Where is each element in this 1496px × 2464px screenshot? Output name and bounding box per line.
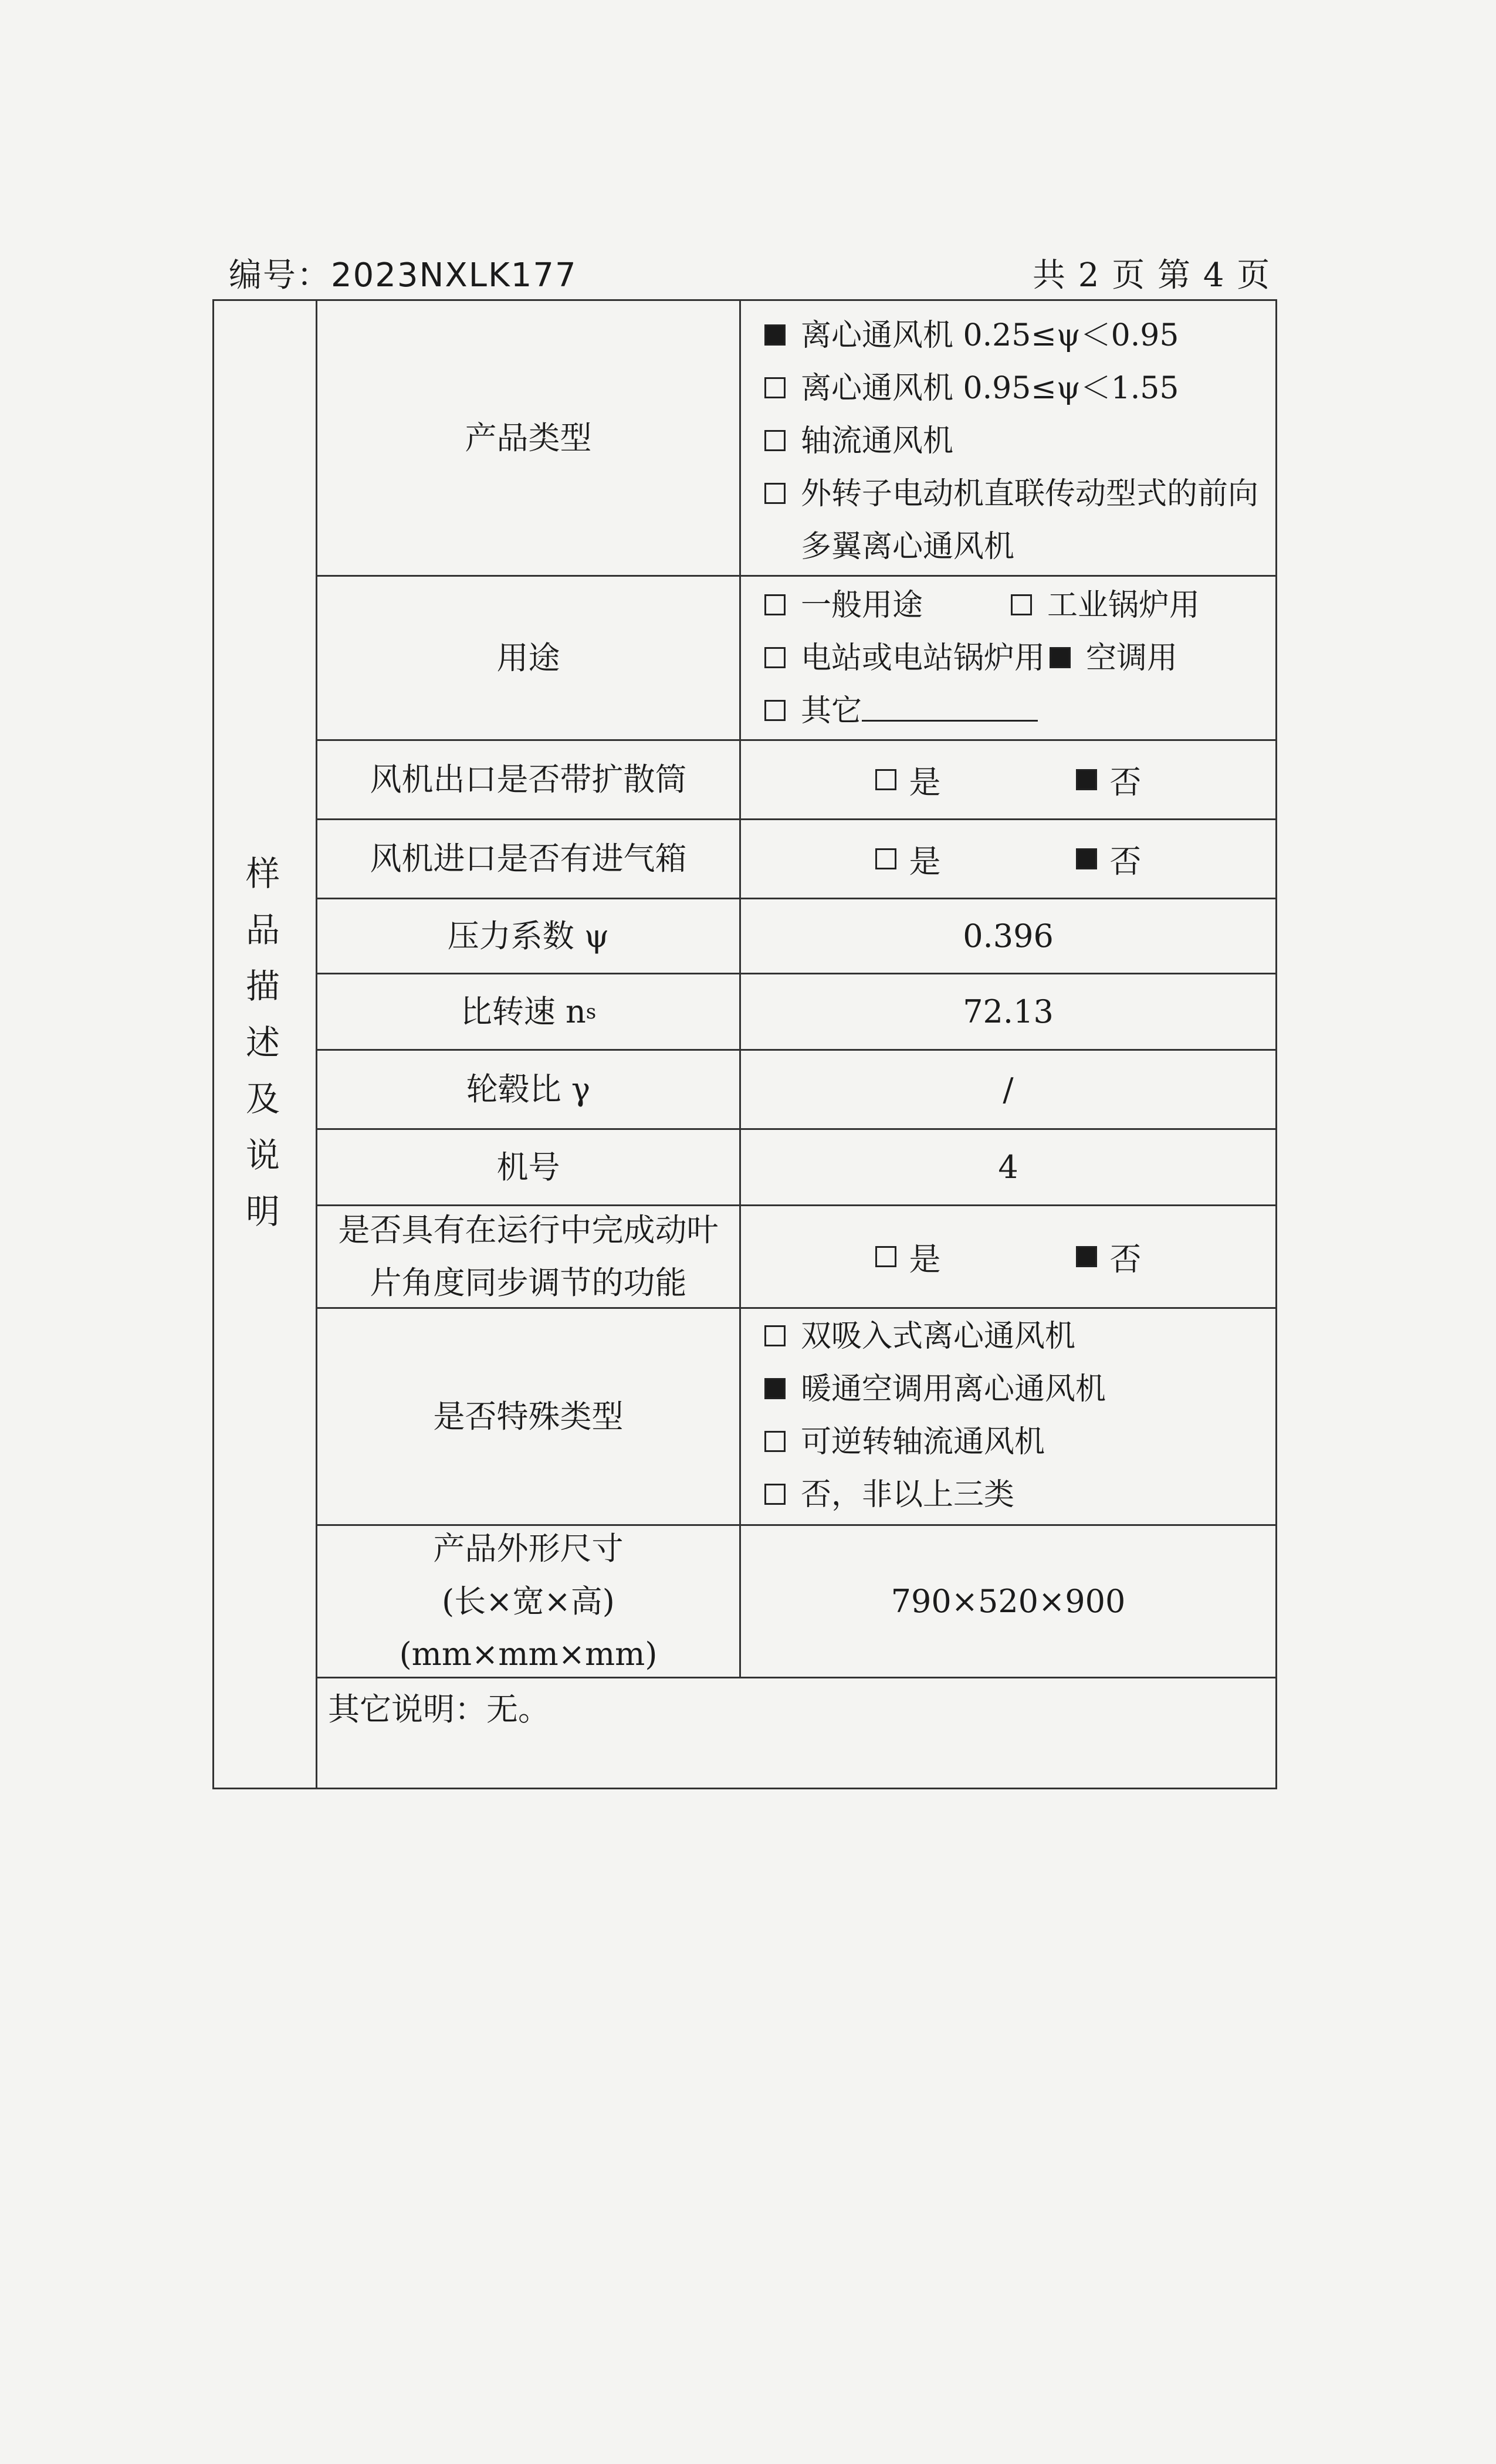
row-machine-number bbox=[317, 1130, 1275, 1206]
outlet-diffuser-value: 是 否 bbox=[741, 741, 1275, 818]
checkbox-empty bbox=[875, 769, 896, 790]
hub-ratio-value: / bbox=[1003, 1071, 1014, 1108]
outlet-diffuser-label: 风机出口是否带扩散筒 bbox=[317, 741, 741, 818]
page-count: 共 2 页 第 4 页 bbox=[1033, 256, 1271, 295]
special-type-label: 是否特殊类型 bbox=[317, 1309, 741, 1524]
other-notes-text: 其它说明：无。 bbox=[328, 1691, 550, 1728]
dimensions-label: 产品外形尺寸 (长×宽×高) (mm×mm×mm) bbox=[317, 1526, 741, 1677]
product-type-label: 产品类型 bbox=[317, 301, 741, 575]
usage-line: 其它 bbox=[764, 685, 1264, 737]
product-type-option: 离心通风机 0.25≤ψ＜0.95 bbox=[764, 309, 1264, 362]
row-other-notes bbox=[317, 1678, 1275, 1788]
dimensions-value: 790×520×900 bbox=[891, 1583, 1126, 1620]
blank-line bbox=[862, 685, 1038, 722]
row-inlet-box bbox=[317, 820, 1275, 899]
product-type-options bbox=[741, 301, 1275, 575]
machine-number-value: 4 bbox=[998, 1149, 1018, 1186]
product-type-option: 轴流通风机 bbox=[764, 415, 1264, 468]
specific-speed-value: 72.13 bbox=[963, 993, 1054, 1030]
inlet-box-value: 是 否 bbox=[741, 820, 1275, 898]
checkbox-empty bbox=[764, 700, 786, 721]
special-type-option: 可逆转轴流通风机 bbox=[764, 1416, 1264, 1468]
checkbox-empty bbox=[764, 1431, 786, 1452]
pressure-coefficient-label: 压力系数 ψ bbox=[317, 899, 741, 973]
checkbox-checked bbox=[764, 1378, 786, 1399]
special-type-option: 否，非以上三类 bbox=[764, 1468, 1264, 1521]
row-specific-speed bbox=[317, 974, 1275, 1051]
checkbox-empty bbox=[764, 647, 786, 668]
checkbox-checked bbox=[764, 324, 786, 346]
side-label: 样品描述及说明 bbox=[240, 855, 280, 1250]
checkbox-empty bbox=[764, 594, 786, 615]
row-dimensions bbox=[317, 1526, 1275, 1678]
usage-label: 用途 bbox=[317, 577, 741, 739]
checkbox-checked bbox=[1076, 769, 1097, 790]
row-hub-ratio bbox=[317, 1051, 1275, 1130]
checkbox-empty bbox=[764, 430, 786, 451]
row-outlet-diffuser bbox=[317, 741, 1275, 820]
row-pressure-coefficient bbox=[317, 899, 1275, 974]
checkbox-checked bbox=[1076, 848, 1097, 869]
side-column bbox=[214, 301, 317, 1788]
inlet-box-label: 风机进口是否有进气箱 bbox=[317, 820, 741, 898]
checkbox-empty bbox=[764, 1325, 786, 1346]
row-special-type bbox=[317, 1309, 1275, 1526]
checkbox-empty bbox=[764, 1484, 786, 1505]
row-blade-adjustment bbox=[317, 1206, 1275, 1309]
row-product-type bbox=[317, 301, 1275, 577]
special-type-option: 双吸入式离心通风机 bbox=[764, 1310, 1264, 1363]
machine-number-label: 机号 bbox=[317, 1130, 741, 1204]
checkbox-empty bbox=[1011, 594, 1032, 615]
usage-line: 一般用途 工业锅炉用 bbox=[764, 579, 1264, 632]
sample-description-table bbox=[212, 299, 1277, 1789]
special-type-option: 暖通空调用离心通风机 bbox=[764, 1363, 1264, 1416]
checkbox-checked bbox=[1050, 647, 1071, 668]
hub-ratio-label: 轮毂比 γ bbox=[317, 1051, 741, 1128]
blade-adjustment-value: 是 否 bbox=[741, 1206, 1275, 1307]
row-usage bbox=[317, 577, 1275, 741]
usage-options bbox=[741, 577, 1275, 739]
specific-speed-label: 比转速 n s bbox=[317, 974, 741, 1049]
usage-line: 电站或电站锅炉用 空调用 bbox=[764, 632, 1264, 685]
checkbox-empty bbox=[764, 483, 786, 504]
checkbox-empty bbox=[875, 1246, 896, 1267]
product-type-option: 离心通风机 0.95≤ψ＜1.55 bbox=[764, 362, 1264, 415]
checkbox-checked bbox=[1076, 1246, 1097, 1267]
checkbox-empty bbox=[875, 848, 896, 869]
pressure-coefficient-value: 0.396 bbox=[963, 918, 1054, 955]
document-number: 编号：2023NXLK177 bbox=[229, 256, 577, 295]
special-type-options bbox=[741, 1309, 1275, 1524]
checkbox-empty bbox=[764, 377, 786, 398]
blade-adjustment-label: 是否具有在运行中完成动叶片角度同步调节的功能 bbox=[317, 1206, 741, 1307]
product-type-option: 外转子电动机直联传动型式的前向多翼离心通风机 bbox=[764, 468, 1264, 573]
